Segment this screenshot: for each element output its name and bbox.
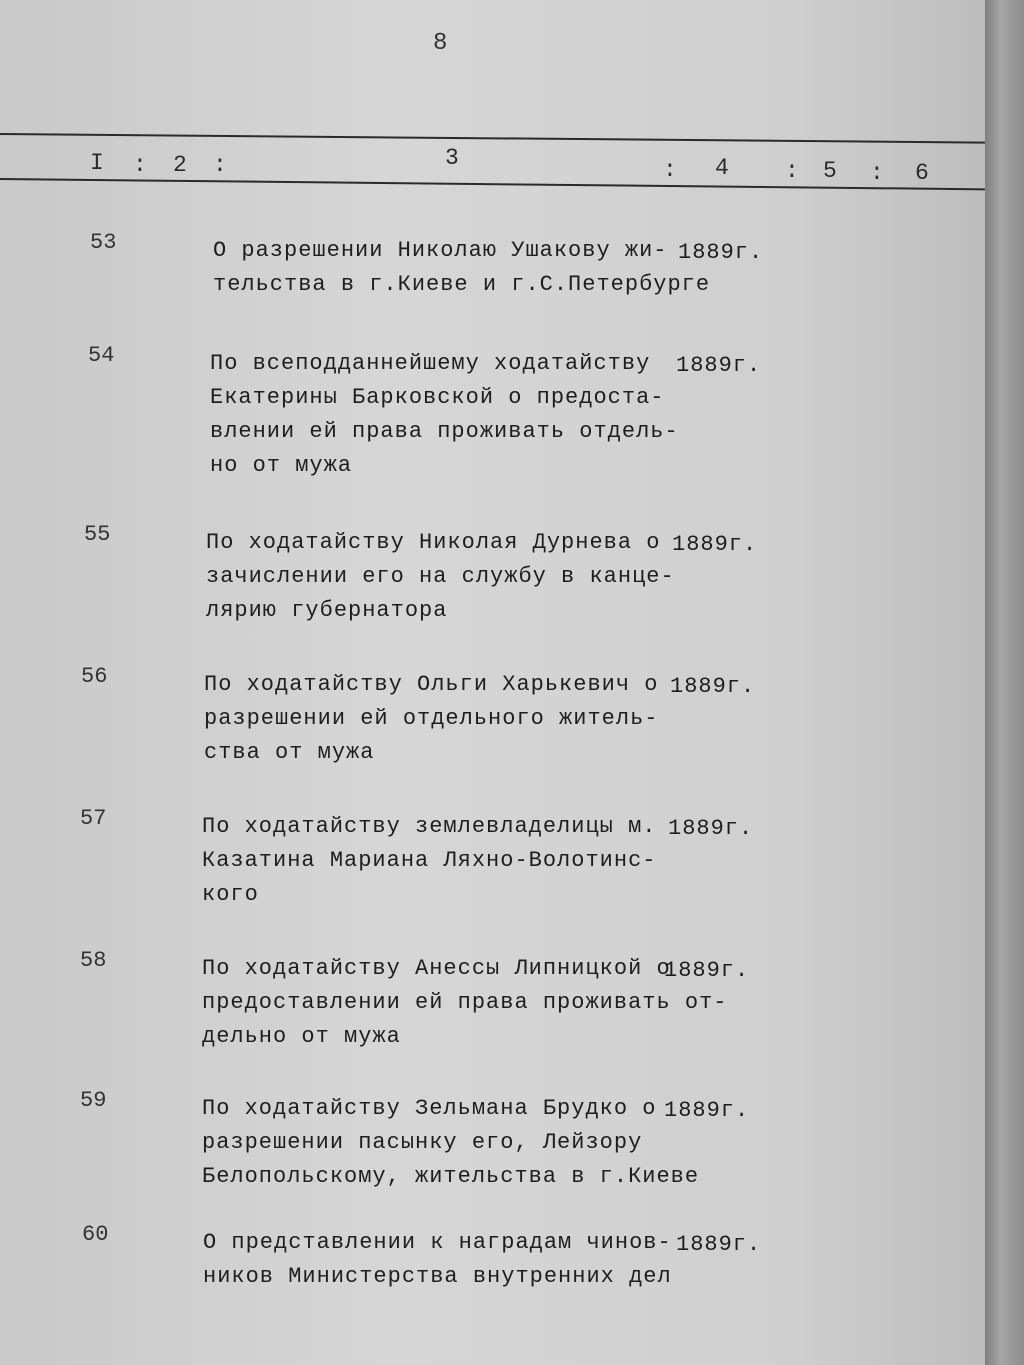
- entry-title: О представлении к наградам чинов- ников Министерства внутренних дел: [203, 1230, 672, 1289]
- column-separator: :: [870, 160, 884, 186]
- entry-number: 59: [80, 1088, 107, 1113]
- column-header-2: 2: [173, 152, 187, 178]
- entry-number: 53: [90, 230, 117, 255]
- entry-year: 1889г.: [670, 674, 756, 699]
- header-rule-top: [0, 133, 985, 144]
- column-header-4: 4: [715, 155, 729, 181]
- column-separator: :: [133, 152, 147, 178]
- entry-year: 1889г.: [676, 353, 762, 378]
- header-rule-bottom: [0, 178, 985, 190]
- column-header-5: 5: [823, 158, 837, 184]
- entry-year: 1889г.: [664, 958, 750, 983]
- entry-title: По ходатайству Анессы Липницкой о предоставлении ей права проживать от- дельно от мужа: [202, 956, 728, 1049]
- page-number: 8: [433, 30, 448, 57]
- entry-title: По всеподданнейшему ходатайству Екатерины Барковской о предоста- влении ей права проживать отдель- но от мужа: [210, 351, 679, 478]
- entry-year: 1889г.: [668, 816, 754, 841]
- entry-year: 1889г.: [676, 1232, 762, 1257]
- column-header-3: 3: [445, 145, 459, 171]
- entry-number: 54: [88, 343, 115, 368]
- entry-title: По ходатайству Николая Дурнева о зачислении его на службу в канце- лярию губернатора: [206, 530, 675, 623]
- entry-number: 55: [84, 522, 111, 547]
- column-header-6: 6: [915, 160, 929, 186]
- column-header-1: I: [90, 150, 104, 176]
- entry-title: По ходатайству Зельмана Брудко о разрешении пасынку его, Лейзору Белопольскому, жительства в г.Киеве: [202, 1096, 700, 1189]
- entry-year: 1889г.: [672, 532, 758, 557]
- entry-title: О разрешении Николаю Ушакову жи- тельства в г.Киеве и г.С.Петербурге: [213, 238, 711, 297]
- entry-year: 1889г.: [664, 1098, 750, 1123]
- entry-title: По ходатайству Ольги Харькевич о разрешении ей отдельного житель- ства от мужа: [204, 672, 659, 765]
- entry-year: 1889г.: [678, 240, 764, 265]
- entry-title: По ходатайству землевладелицы м. Казатина Мариана Ляхно-Волотинс- кого: [202, 814, 657, 907]
- column-separator: :: [213, 152, 227, 178]
- entry-number: 60: [82, 1222, 109, 1247]
- entry-number: 57: [80, 806, 107, 831]
- page-edge: [985, 0, 1024, 1365]
- entry-number: 56: [81, 664, 108, 689]
- entry-number: 58: [80, 948, 107, 973]
- column-separator: :: [663, 157, 677, 183]
- column-separator: :: [785, 158, 799, 184]
